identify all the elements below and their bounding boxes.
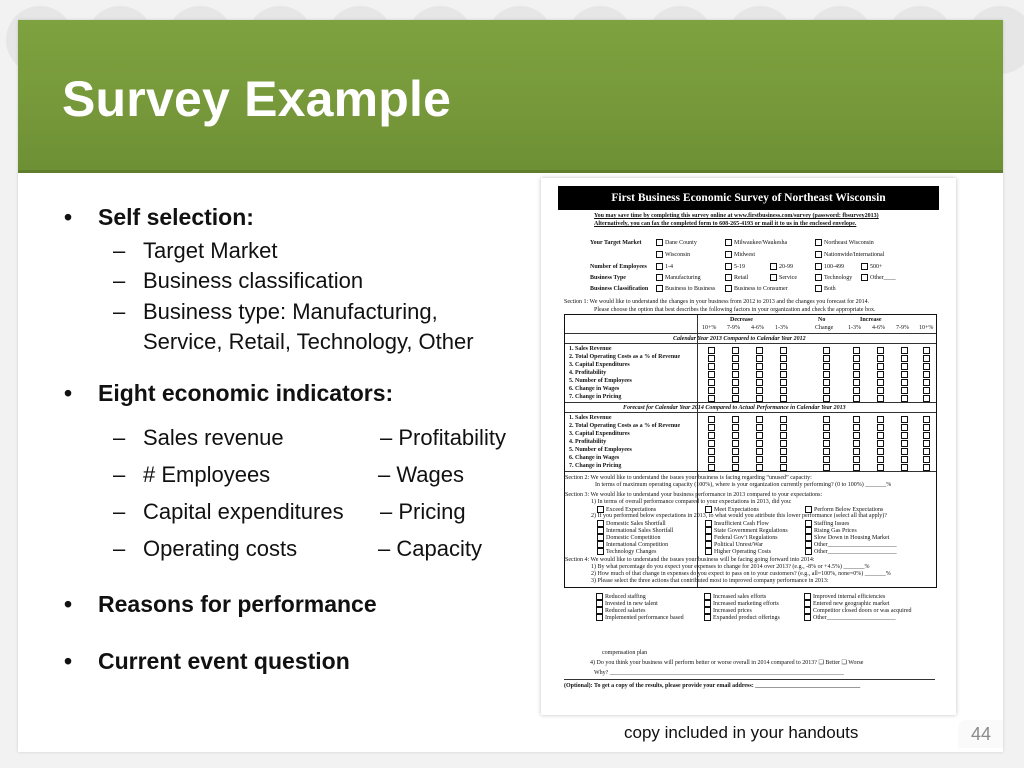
- survey-checkbox[interactable]: [877, 379, 884, 386]
- survey-option: Higher Operating Costs: [705, 548, 771, 555]
- indicator-item: – Wages: [378, 462, 465, 487]
- survey-checkbox[interactable]: [756, 371, 763, 378]
- survey-option: Insufficient Cash Flow: [705, 520, 769, 527]
- survey-checkbox[interactable]: [823, 395, 830, 402]
- survey-checkbox[interactable]: [853, 440, 860, 447]
- sub-item: – Target Market: [113, 238, 278, 263]
- table-row-label: 5. Number of Employees: [569, 378, 632, 384]
- survey-option: 20-99: [770, 263, 793, 270]
- table-row-label: 3. Capital Expenditures: [569, 362, 630, 368]
- survey-checkbox[interactable]: [923, 387, 930, 394]
- slide-title: Survey Example: [62, 71, 452, 127]
- survey-checkbox[interactable]: [923, 440, 930, 447]
- survey-checkbox[interactable]: [853, 395, 860, 402]
- col-head: 7-9%: [727, 325, 740, 331]
- survey-checkbox[interactable]: [780, 355, 787, 362]
- survey-option: Other_______________________: [804, 614, 896, 621]
- survey-checkbox[interactable]: [901, 355, 908, 362]
- survey-question: 4) Do you think your business will perform better or worse overall in 2014 compared to 2013? ❑ Better ❑ Worse: [590, 660, 864, 666]
- survey-checkbox[interactable]: [877, 363, 884, 370]
- survey-checkbox[interactable]: [732, 424, 739, 431]
- survey-checkbox[interactable]: [853, 387, 860, 394]
- survey-checkbox[interactable]: [756, 464, 763, 471]
- survey-checkbox[interactable]: [732, 379, 739, 386]
- col-head: 10+%: [702, 325, 717, 331]
- survey-checkbox[interactable]: [780, 363, 787, 370]
- survey-checkbox[interactable]: [853, 448, 860, 455]
- survey-checkbox[interactable]: [780, 371, 787, 378]
- survey-question: 1) By what percentage do you expect your expenses to change for 2014 over 2013? (e.g., -8% or +4.5%) _______%: [591, 564, 870, 570]
- survey-checkbox[interactable]: [823, 387, 830, 394]
- survey-checkbox[interactable]: [732, 448, 739, 455]
- survey-intro: Alternatively, you can fax the completed form to 608-265-4193 or mail it to us in the enclosed envelope.: [594, 221, 857, 227]
- survey-checkbox[interactable]: [853, 347, 860, 354]
- survey-checkbox[interactable]: [877, 448, 884, 455]
- survey-option: Staffing Issues: [805, 520, 849, 527]
- survey-checkbox[interactable]: [923, 456, 930, 463]
- survey-question: 2) How much of that change in expenses do you expect to pass on to your customers? (e.g., all=100%, none=0%) _______%: [591, 571, 891, 577]
- bullet-label: Self selection:: [98, 204, 254, 230]
- survey-option: Expanded product offerings: [704, 614, 780, 621]
- survey-section-1-detail: Please choose the option that best describes the following factors in your organization and check the appropriate box.: [594, 307, 876, 313]
- survey-checkbox[interactable]: [823, 416, 830, 423]
- survey-checkbox[interactable]: [923, 432, 930, 439]
- survey-checkbox[interactable]: [901, 416, 908, 423]
- survey-option: State Government Regulations: [705, 527, 788, 534]
- survey-option: Business to Business: [656, 285, 715, 292]
- survey-option: Domestic Sales Shortfall: [597, 520, 666, 527]
- col-group-label: No: [818, 317, 826, 323]
- survey-checkbox[interactable]: [877, 371, 884, 378]
- table-row-label: 6. Change in Wages: [569, 455, 620, 461]
- survey-option: Reduced staffing: [596, 593, 646, 600]
- survey-option: Perform Below Expectations: [805, 506, 883, 513]
- survey-option: Technology Changes: [597, 548, 656, 555]
- survey-checkbox[interactable]: [780, 464, 787, 471]
- survey-checkbox[interactable]: [877, 424, 884, 431]
- footer-caption: copy included in your handouts: [624, 723, 859, 742]
- table-row-label: 2. Total Operating Costs as a % of Revenue: [569, 423, 681, 429]
- survey-checkbox[interactable]: [756, 379, 763, 386]
- survey-checkbox[interactable]: [780, 379, 787, 386]
- survey-option: Nationwide/International: [815, 251, 884, 258]
- survey-checkbox[interactable]: [923, 448, 930, 455]
- survey-intro: You may save time by completing this survey online at www.firstbusiness.com/survey (password: fbsurvey2013): [594, 213, 879, 219]
- survey-section-2: Section 2: We would like to understand the issues your business is facing regarding “unused” capacity:: [565, 475, 812, 481]
- col-head: 4-6%: [872, 325, 885, 331]
- survey-checkbox[interactable]: [853, 371, 860, 378]
- bullet-label: Current event question: [98, 648, 350, 674]
- survey-checkbox[interactable]: [780, 387, 787, 394]
- survey-checkbox[interactable]: [923, 355, 930, 362]
- survey-checkbox[interactable]: [732, 464, 739, 471]
- survey-option: Other_______________________: [805, 548, 897, 555]
- table-section-header: Calendar Year 2013 Compared to Calendar Year 2012: [673, 336, 806, 342]
- survey-option-continued: compensation plan: [602, 650, 648, 656]
- survey-checkbox[interactable]: [732, 440, 739, 447]
- survey-checkbox[interactable]: [756, 432, 763, 439]
- survey-question: 2) If you performed below expectations in 2013, to what would you attribute this lower performance (select all that apply)?: [591, 513, 887, 519]
- survey-checkbox[interactable]: [877, 464, 884, 471]
- survey-label: Business Type: [590, 275, 626, 281]
- indicator-item: – # Employees: [113, 462, 271, 487]
- survey-option: International Sales Shortfall: [597, 527, 673, 534]
- survey-checkbox[interactable]: [708, 464, 715, 471]
- survey-option: Other_______________________: [805, 541, 897, 548]
- survey-checkbox[interactable]: [756, 416, 763, 423]
- survey-checkbox[interactable]: [901, 432, 908, 439]
- survey-checkbox[interactable]: [756, 387, 763, 394]
- survey-checkbox[interactable]: [780, 347, 787, 354]
- bullet-dot: •: [64, 380, 73, 406]
- survey-checkbox[interactable]: [756, 363, 763, 370]
- survey-checkbox[interactable]: [877, 456, 884, 463]
- survey-checkbox[interactable]: [708, 440, 715, 447]
- survey-label: Your Target Market: [590, 240, 642, 246]
- survey-checkbox[interactable]: [901, 456, 908, 463]
- table-row-label: 5. Number of Employees: [569, 447, 632, 453]
- survey-checkbox[interactable]: [901, 371, 908, 378]
- col-head: 1-3%: [848, 325, 861, 331]
- bullet-current-event: [64, 648, 350, 675]
- survey-checkbox[interactable]: [823, 440, 830, 447]
- survey-checkbox[interactable]: [901, 387, 908, 394]
- indicator-item: – Capacity: [378, 536, 482, 561]
- survey-checkbox[interactable]: [901, 440, 908, 447]
- table-row-label: 6. Change in Wages: [569, 386, 620, 392]
- survey-option: Service: [770, 274, 797, 281]
- survey-checkbox[interactable]: [923, 416, 930, 423]
- survey-checkbox[interactable]: [708, 363, 715, 370]
- survey-option: Increased marketing efforts: [704, 600, 779, 607]
- survey-option: Dane County: [656, 239, 697, 246]
- survey-option: Invested in new talent: [596, 600, 658, 607]
- bullet-self-selection: [64, 204, 254, 231]
- survey-option: Improved internal efficiencies: [804, 593, 885, 600]
- sub-item-continued: Service, Retail, Technology, Other: [143, 329, 474, 354]
- survey-checkbox[interactable]: [877, 395, 884, 402]
- survey-option: Wisconsin: [656, 251, 690, 258]
- survey-option: Rising Gas Prices: [805, 527, 857, 534]
- indicator-item: – Profitability: [380, 425, 506, 450]
- table-row-label: 7. Change in Pricing: [569, 394, 622, 400]
- survey-option: Exceed Expectations: [597, 506, 656, 513]
- survey-checkbox[interactable]: [853, 464, 860, 471]
- survey-option: 1-4: [656, 263, 673, 270]
- survey-checkbox[interactable]: [877, 347, 884, 354]
- survey-label: Business Classification: [590, 286, 649, 292]
- survey-checkbox[interactable]: [823, 379, 830, 386]
- survey-option: Implemented performance based: [596, 614, 684, 621]
- survey-checkbox[interactable]: [756, 347, 763, 354]
- survey-checkbox[interactable]: [823, 456, 830, 463]
- survey-section-2-detail: In terms of maximum operating capacity (100%), where is your organization currently performing? (0 to 100%) _______%: [595, 482, 892, 488]
- survey-checkbox[interactable]: [901, 347, 908, 354]
- survey-checkbox[interactable]: [853, 424, 860, 431]
- survey-checkbox[interactable]: [732, 387, 739, 394]
- title-bar-underline: [18, 170, 1003, 173]
- survey-checkbox[interactable]: [732, 355, 739, 362]
- survey-checkbox[interactable]: [877, 387, 884, 394]
- survey-checkbox[interactable]: [708, 424, 715, 431]
- survey-option: 500+: [861, 263, 882, 270]
- survey-option: Political Unrest/War: [705, 541, 763, 548]
- survey-checkbox[interactable]: [732, 432, 739, 439]
- survey-option: Meet Expectations: [705, 506, 759, 513]
- survey-label: Number of Employees: [590, 264, 647, 270]
- survey-checkbox[interactable]: [923, 379, 930, 386]
- survey-checkbox[interactable]: [923, 395, 930, 402]
- survey-section-4: Section 4: We would like to understand the issues your business will be facing going forward into 2014:: [565, 557, 815, 563]
- survey-checkbox[interactable]: [708, 456, 715, 463]
- survey-checkbox[interactable]: [901, 395, 908, 402]
- survey-checkbox[interactable]: [732, 416, 739, 423]
- survey-checkbox[interactable]: [780, 432, 787, 439]
- bullet-reasons: [64, 591, 377, 618]
- page-number: 44: [958, 720, 1003, 748]
- indicator-item: – Sales revenue: [113, 425, 284, 450]
- survey-option: Entered new geographic market: [804, 600, 889, 607]
- survey-checkbox[interactable]: [823, 448, 830, 455]
- survey-checkbox[interactable]: [756, 395, 763, 402]
- survey-option: Federal Gov’t Regulations: [705, 534, 778, 541]
- survey-checkbox[interactable]: [756, 456, 763, 463]
- col-group-label: Increase: [860, 317, 882, 323]
- survey-checkbox[interactable]: [877, 440, 884, 447]
- bullet-dot: •: [64, 591, 73, 617]
- table-row-label: 2. Total Operating Costs as a % of Revenue: [569, 354, 681, 360]
- table-row-label: 4. Profitability: [569, 439, 607, 445]
- survey-checkbox[interactable]: [823, 424, 830, 431]
- survey-checkbox[interactable]: [756, 355, 763, 362]
- survey-checkbox[interactable]: [732, 347, 739, 354]
- slide: [18, 20, 1003, 752]
- survey-checkbox[interactable]: [923, 371, 930, 378]
- survey-checkbox[interactable]: [708, 432, 715, 439]
- survey-option: Domestic Competition: [597, 534, 661, 541]
- survey-table: [564, 314, 937, 588]
- survey-option: Reduced salaries: [596, 607, 645, 614]
- survey-checkbox[interactable]: [923, 464, 930, 471]
- table-row-label: 3. Capital Expenditures: [569, 431, 630, 437]
- survey-checkbox[interactable]: [708, 355, 715, 362]
- bullet-label: Eight economic indicators:: [98, 380, 394, 406]
- survey-checkbox[interactable]: [732, 395, 739, 402]
- survey-checkbox[interactable]: [780, 448, 787, 455]
- survey-option: Competitor closed doors or was acquired: [804, 607, 911, 614]
- survey-option: Business to Consumer: [725, 285, 788, 292]
- survey-checkbox[interactable]: [877, 432, 884, 439]
- survey-checkbox[interactable]: [853, 363, 860, 370]
- bullet-dot: •: [64, 204, 73, 230]
- survey-checkbox[interactable]: [708, 448, 715, 455]
- col-head: 1-3%: [775, 325, 788, 331]
- survey-checkbox[interactable]: [901, 424, 908, 431]
- survey-optional: (Optional): To get a copy of the results, please provide your email address: ___________________________________: [564, 683, 861, 689]
- sub-item: – Business type: Manufacturing,: [113, 299, 438, 324]
- survey-checkbox[interactable]: [853, 456, 860, 463]
- survey-checkbox[interactable]: [923, 363, 930, 370]
- survey-checkbox[interactable]: [780, 456, 787, 463]
- survey-checkbox[interactable]: [708, 416, 715, 423]
- survey-why-line: Why? ______________________________________________________________________________: [594, 670, 844, 676]
- col-head: 10+%: [919, 325, 934, 331]
- survey-section-3: Section 3: We would like to understand your business performance in 2013 compared to your expectations:: [565, 492, 823, 498]
- survey-option: International Competition: [597, 541, 668, 548]
- survey-checkbox[interactable]: [823, 432, 830, 439]
- survey-checkbox[interactable]: [780, 416, 787, 423]
- col-head: 7-9%: [896, 325, 909, 331]
- bullet-economic-indicators: [64, 380, 394, 407]
- survey-checkbox[interactable]: [901, 379, 908, 386]
- survey-checkbox[interactable]: [853, 379, 860, 386]
- table-row-label: 4. Profitability: [569, 370, 607, 376]
- survey-checkbox[interactable]: [853, 432, 860, 439]
- survey-checkbox[interactable]: [901, 448, 908, 455]
- survey-checkbox[interactable]: [708, 371, 715, 378]
- survey-checkbox[interactable]: [780, 395, 787, 402]
- survey-question: 3) Please select the three actions that contributed most to improved company performance in 2013:: [591, 578, 829, 584]
- survey-checkbox[interactable]: [756, 440, 763, 447]
- survey-checkbox[interactable]: [823, 464, 830, 471]
- survey-checkbox[interactable]: [756, 424, 763, 431]
- bullet-dot: •: [64, 648, 73, 674]
- survey-checkbox[interactable]: [732, 456, 739, 463]
- survey-option: Slow Down in Housing Market: [805, 534, 889, 541]
- survey-document-image: [541, 178, 956, 715]
- survey-title: First Business Economic Survey of Northeast Wisconsin: [558, 186, 939, 210]
- survey-document: [558, 186, 939, 706]
- col-label: Change: [815, 325, 834, 331]
- survey-section-1: Section 1: We would like to understand the changes in your business from 2012 to 2013 and the changes you forecast for 2014.: [564, 299, 870, 305]
- survey-checkbox[interactable]: [901, 464, 908, 471]
- survey-checkbox[interactable]: [708, 347, 715, 354]
- survey-checkbox[interactable]: [756, 448, 763, 455]
- survey-checkbox[interactable]: [823, 355, 830, 362]
- survey-checkbox[interactable]: [823, 347, 830, 354]
- survey-option: Other____: [861, 274, 896, 281]
- survey-checkbox[interactable]: [708, 379, 715, 386]
- survey-checkbox[interactable]: [732, 363, 739, 370]
- survey-option: Both: [815, 285, 836, 292]
- table-row-label: 7. Change in Pricing: [569, 463, 622, 469]
- survey-option: Retail: [725, 274, 748, 281]
- survey-option: 5-19: [725, 263, 745, 270]
- indicator-item: – Capital expenditures: [113, 499, 344, 524]
- survey-checkbox[interactable]: [708, 387, 715, 394]
- survey-checkbox[interactable]: [901, 363, 908, 370]
- survey-checkbox[interactable]: [853, 355, 860, 362]
- survey-checkbox[interactable]: [877, 355, 884, 362]
- survey-checkbox[interactable]: [732, 371, 739, 378]
- survey-option: Manufacturing: [656, 274, 701, 281]
- indicator-item: – Pricing: [380, 499, 466, 524]
- survey-checkbox[interactable]: [780, 424, 787, 431]
- survey-option: Midwest: [725, 251, 755, 258]
- survey-checkbox[interactable]: [823, 363, 830, 370]
- survey-checkbox[interactable]: [823, 371, 830, 378]
- sub-item: – Business classification: [113, 268, 364, 293]
- survey-question: 1) In terms of overall performance compared to your expectations in 2013, did you:: [591, 499, 792, 505]
- survey-checkbox[interactable]: [923, 347, 930, 354]
- survey-option: Increased sales efforts: [704, 593, 766, 600]
- survey-checkbox[interactable]: [780, 440, 787, 447]
- table-row-label: 1. Sales Revenue: [569, 415, 612, 421]
- survey-checkbox[interactable]: [923, 424, 930, 431]
- survey-option: Milwaukee/Waukesha: [725, 239, 787, 246]
- table-row-label: 1. Sales Revenue: [569, 346, 612, 352]
- table-section-header: Forecast for Calendar Year 2014 Compared to Actual Performance in Calendar Year 2013: [623, 405, 846, 411]
- col-head: 4-6%: [751, 325, 764, 331]
- survey-checkbox[interactable]: [708, 395, 715, 402]
- survey-checkbox[interactable]: [853, 416, 860, 423]
- bullet-label: Reasons for performance: [98, 591, 377, 617]
- indicator-item: – Operating costs: [113, 536, 298, 561]
- survey-option: Increased prices: [704, 607, 752, 614]
- survey-option: Northeast Wisconsin: [815, 239, 874, 246]
- survey-checkbox[interactable]: [877, 416, 884, 423]
- col-group-label: Decrease: [730, 317, 753, 323]
- survey-option: Technology: [815, 274, 852, 281]
- survey-option: 100-499: [815, 263, 844, 270]
